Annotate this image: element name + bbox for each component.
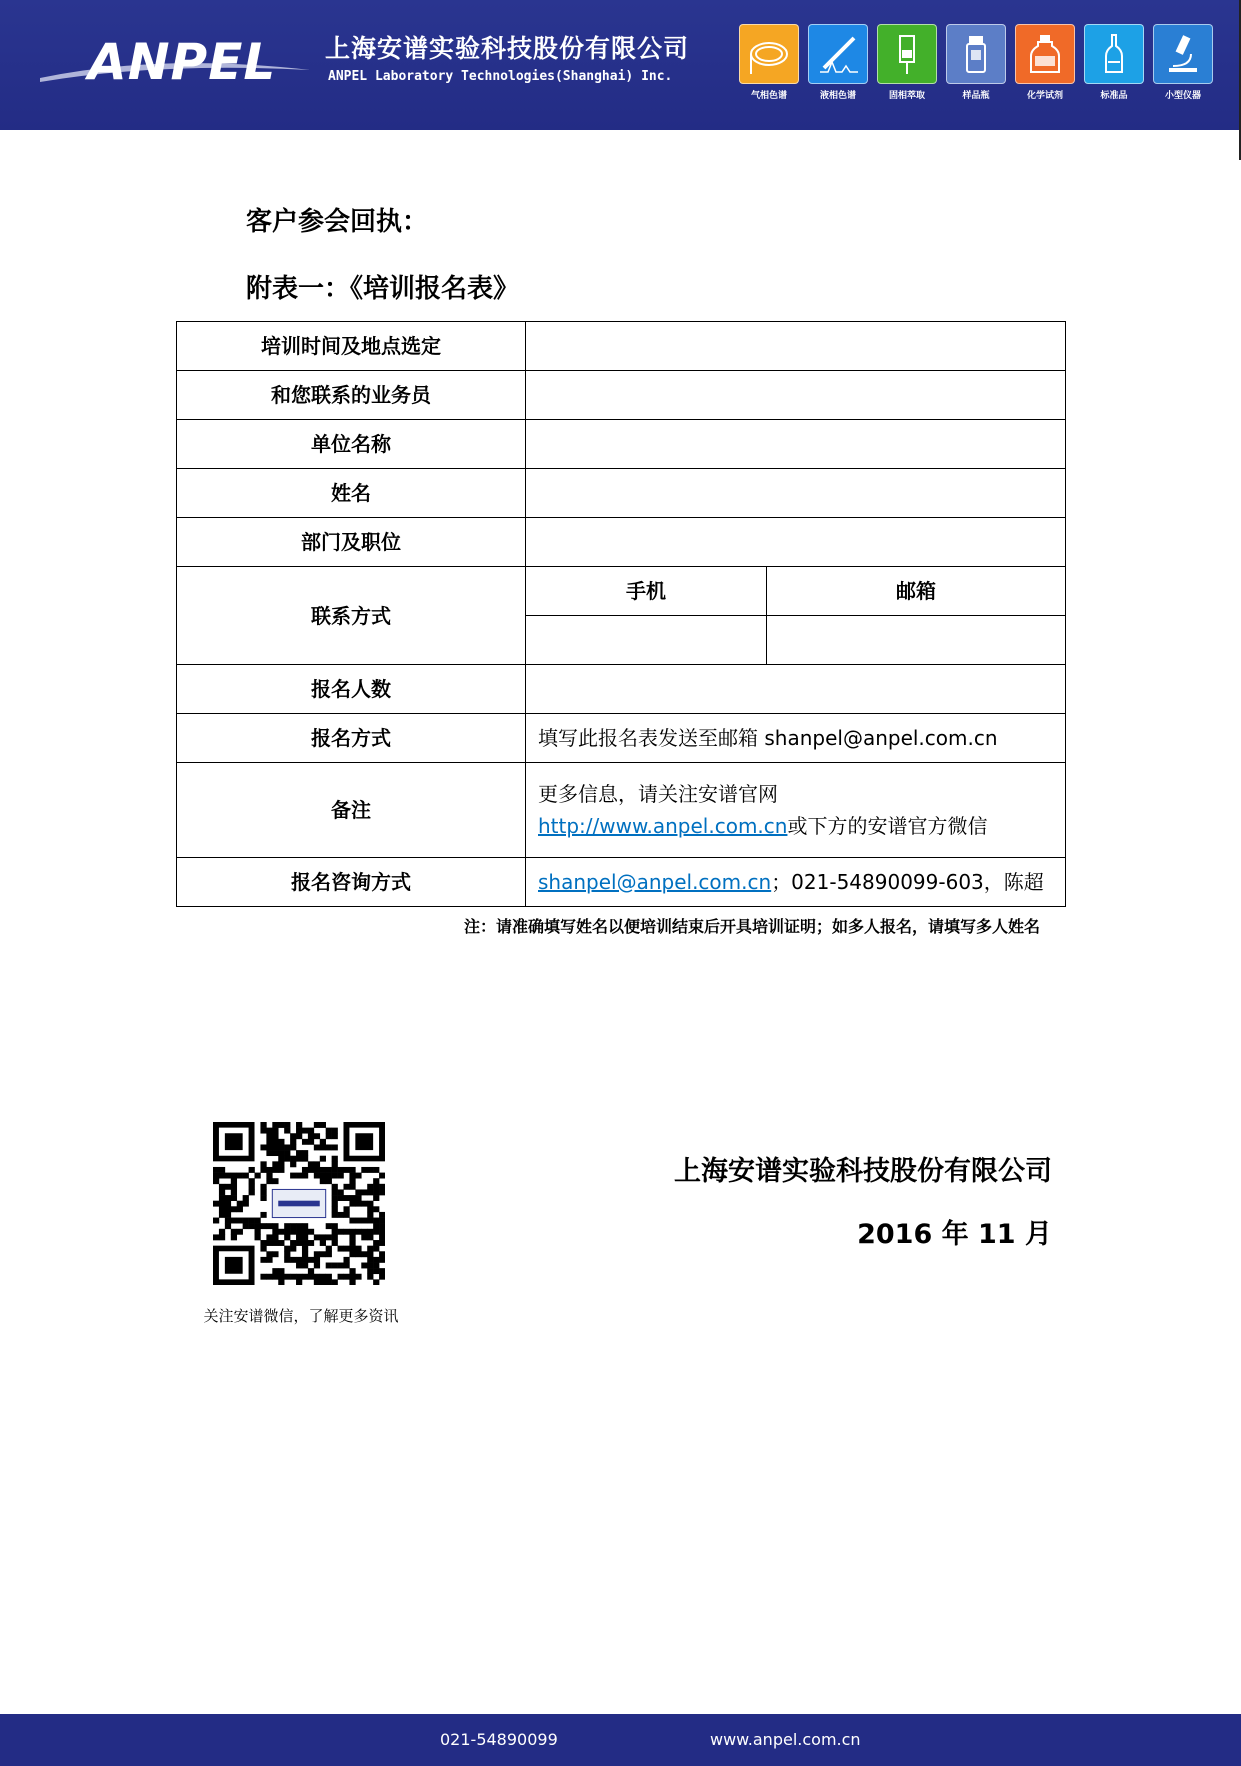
vial-icon	[954, 32, 998, 76]
table-row	[177, 469, 1066, 518]
signature-date: 2016 年 11 月	[857, 1219, 1052, 1250]
category-instrument[interactable]: 小型仪器	[1153, 24, 1213, 102]
column-email: 邮箱	[767, 567, 1066, 616]
remark-line1: 更多信息，请关注安谱官网	[538, 782, 778, 806]
training-time-field[interactable]	[526, 322, 1066, 371]
hplc-column-icon	[816, 32, 860, 76]
microscope-icon	[1161, 32, 1205, 76]
footer-website[interactable]: www.anpel.com.cn	[710, 1730, 861, 1749]
label-remark: 备注	[177, 763, 526, 858]
label-inquiry: 报名咨询方式	[177, 858, 526, 907]
table-row	[177, 322, 1066, 371]
table-row	[177, 858, 1066, 907]
footer-phone: 021-54890099	[440, 1730, 558, 1749]
website-link[interactable]: http://www.anpel.com.cn	[538, 814, 788, 838]
organization-field[interactable]	[526, 420, 1066, 469]
label-contact: 联系方式	[177, 567, 526, 665]
table-row	[177, 567, 1066, 616]
department-field[interactable]	[526, 518, 1066, 567]
spe-cartridge-icon	[885, 32, 929, 76]
wechat-qr-code[interactable]	[213, 1122, 385, 1285]
company-name-cn: 上海安谱实验科技股份有限公司	[325, 34, 690, 63]
product-categories	[739, 24, 1214, 108]
category-reagent[interactable]: 化学试剂	[1015, 24, 1075, 102]
qr-caption: 关注安谱微信，了解更多资讯	[203, 1307, 399, 1325]
page-footer	[0, 1714, 1241, 1766]
table-row	[177, 763, 1066, 858]
attendee-count-field[interactable]	[526, 665, 1066, 714]
category-hplc[interactable]: 液相色谱	[808, 24, 868, 102]
remark-line2-text: 或下方的安谱官方微信	[787, 814, 988, 838]
receipt-title: 客户参会回执：	[246, 207, 429, 237]
table-row	[177, 518, 1066, 567]
phone-field[interactable]	[526, 616, 767, 665]
inquiry-email-link[interactable]: shanpel@anpel.com.cn	[538, 870, 772, 894]
label-name: 姓名	[177, 469, 526, 518]
label-organization: 单位名称	[177, 420, 526, 469]
name-field[interactable]	[526, 469, 1066, 518]
table-row	[177, 714, 1066, 763]
table-row	[177, 420, 1066, 469]
inquiry-phone-text: ；021-54890099-603，陈超	[771, 870, 1044, 894]
signature-company: 上海安谱实验科技股份有限公司	[674, 1156, 1052, 1187]
column-phone: 手机	[526, 567, 767, 616]
label-department: 部门及职位	[177, 518, 526, 567]
category-standard[interactable]: 标准品	[1084, 24, 1144, 102]
table-row	[177, 665, 1066, 714]
company-name-en: ANPEL Laboratory Technologies(Shanghai) Inc.	[328, 69, 673, 84]
category-gc[interactable]: 气相色谱	[739, 24, 799, 102]
gc-column-icon	[747, 32, 791, 76]
ampoule-icon	[1092, 32, 1136, 76]
reagent-bottle-icon	[1023, 32, 1067, 76]
remark-value	[526, 763, 1066, 858]
table-row	[177, 371, 1066, 420]
label-registration-method: 报名方式	[177, 714, 526, 763]
label-training-time: 培训时间及地点选定	[177, 322, 526, 371]
registration-form-table	[176, 321, 1066, 907]
form-title: 附表一：《培训报名表》	[246, 274, 520, 304]
category-spe[interactable]: 固相萃取	[877, 24, 937, 102]
form-note: 注：请准确填写姓名以便培训结束后开具培训证明；如多人报名，请填写多人姓名	[463, 917, 1040, 936]
sales-rep-field[interactable]	[526, 371, 1066, 420]
inquiry-value	[526, 858, 1066, 907]
registration-method-value: 填写此报名表发送至邮箱 shanpel@anpel.com.cn	[526, 714, 1066, 763]
label-attendee-count: 报名人数	[177, 665, 526, 714]
email-field[interactable]	[767, 616, 1066, 665]
category-vial[interactable]: 样品瓶	[946, 24, 1006, 102]
page-header	[0, 0, 1241, 130]
label-sales-rep: 和您联系的业务员	[177, 371, 526, 420]
company-logo: ANPEL	[88, 33, 277, 91]
